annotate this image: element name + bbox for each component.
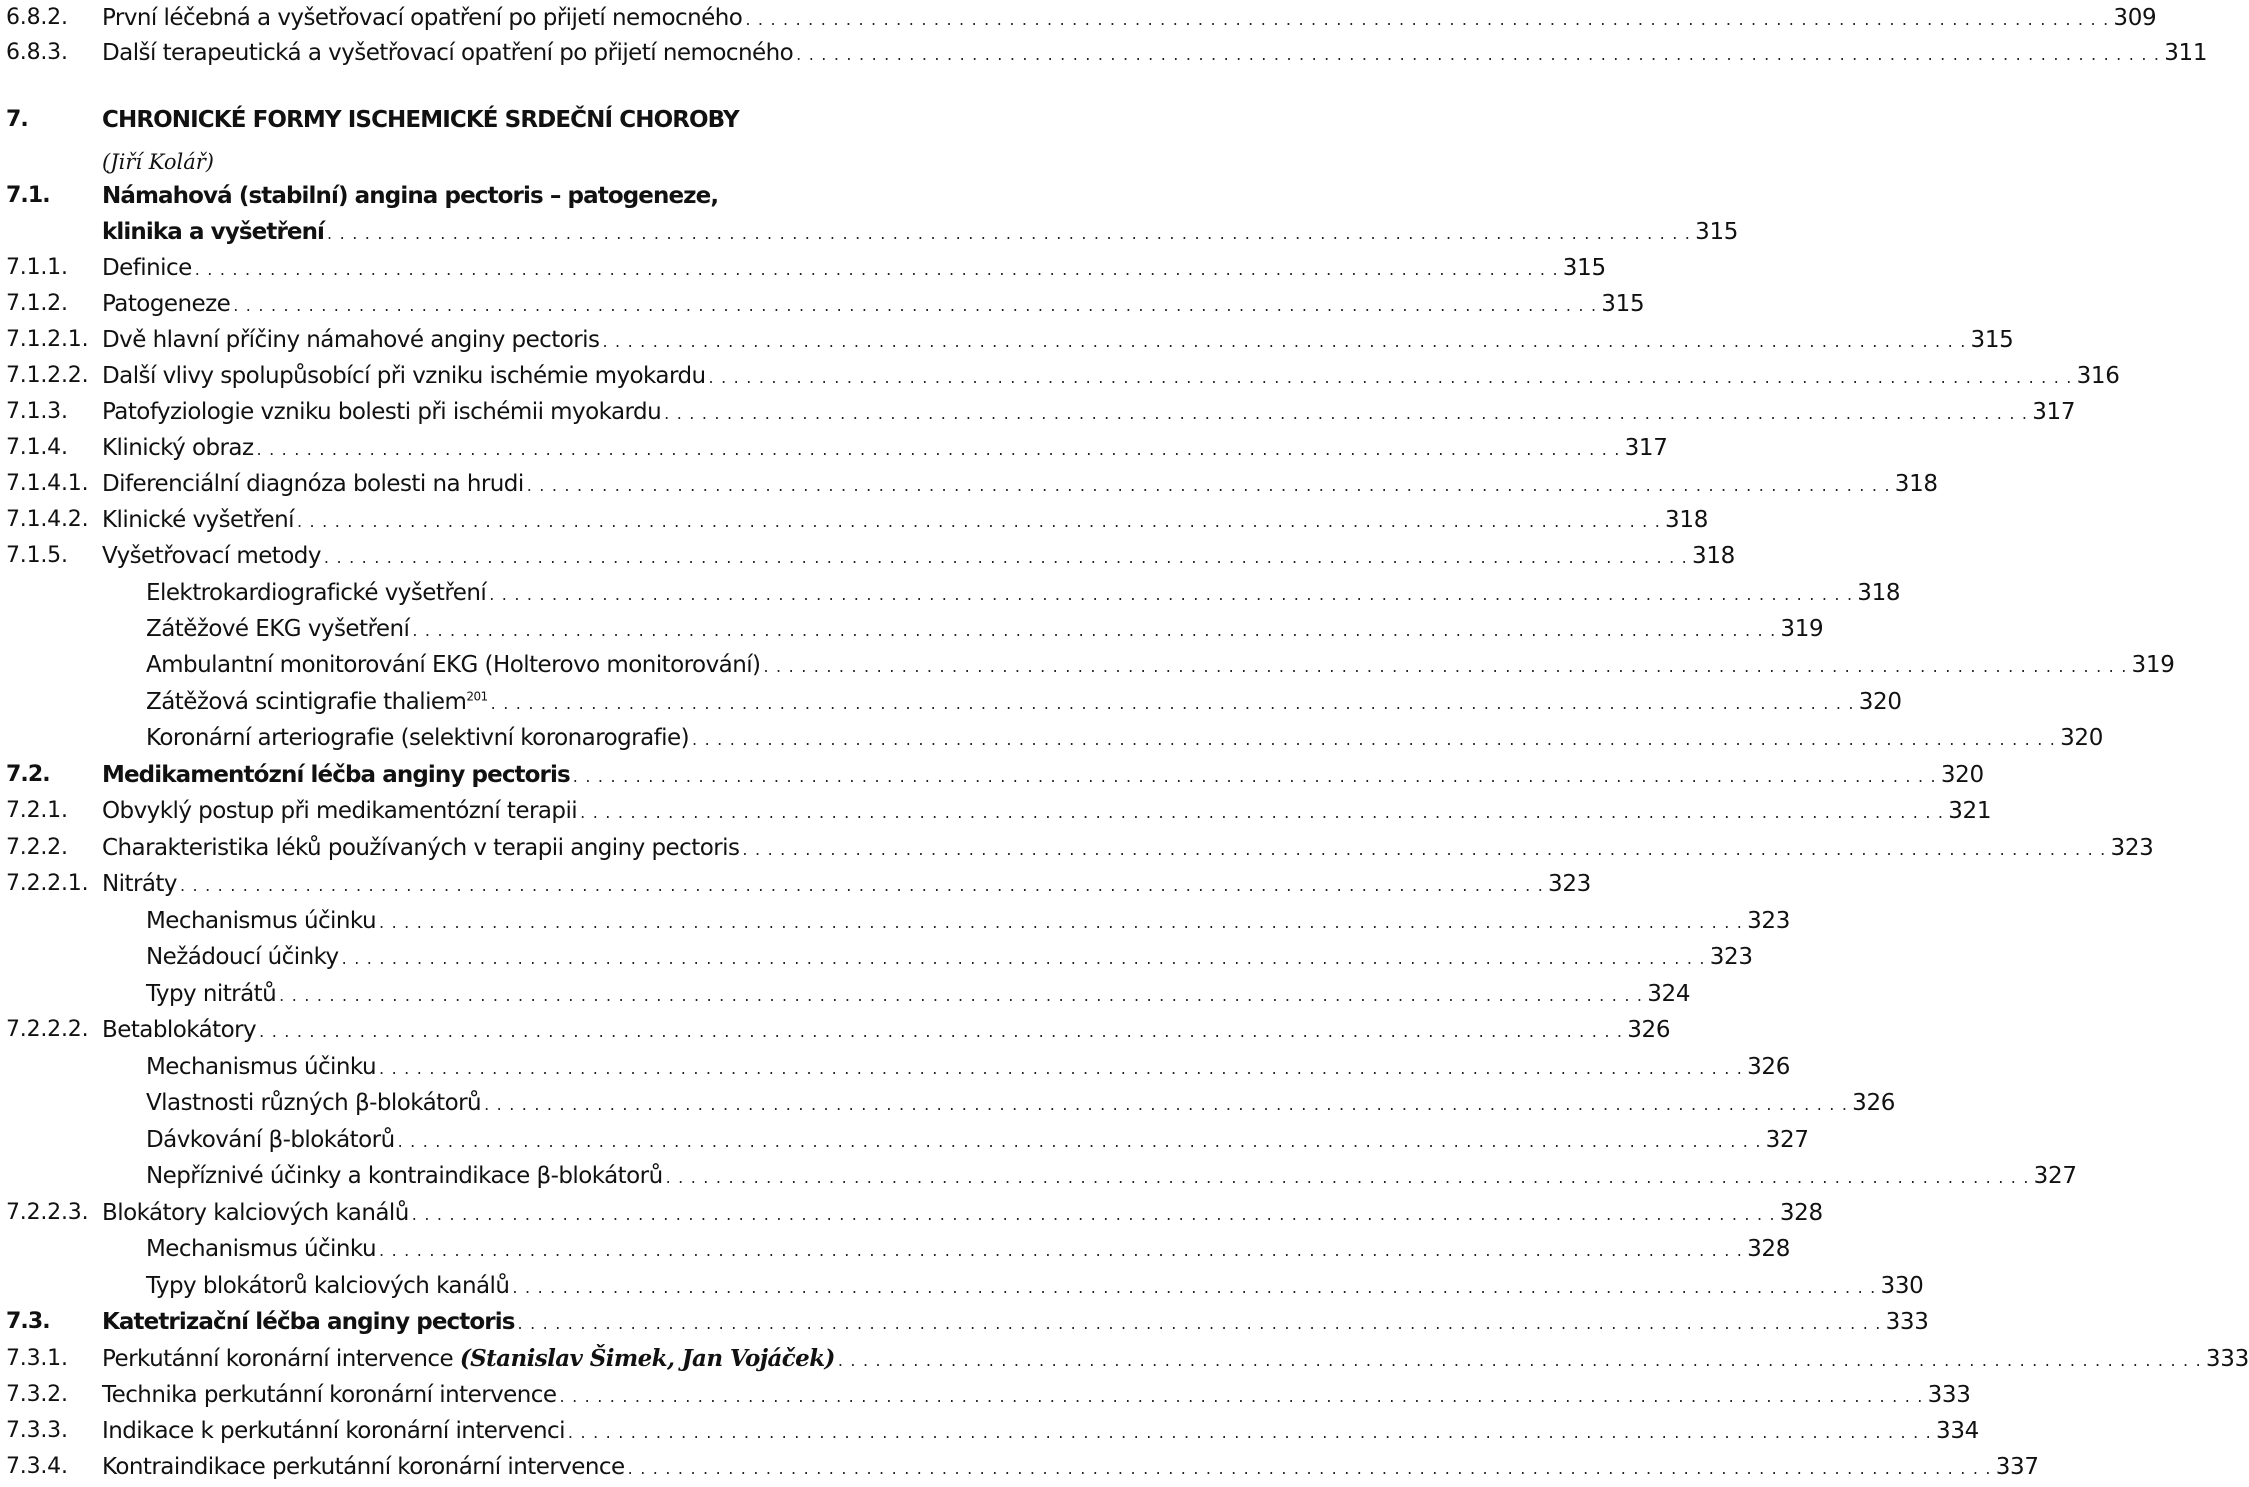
toc-entry xyxy=(146,684,1902,722)
toc-row xyxy=(0,1049,1791,1085)
toc-entry xyxy=(102,757,1984,795)
page-number: 317 xyxy=(1624,435,1668,461)
section-title: Obvyklý postup při medikamentózní terapii xyxy=(102,798,578,824)
toc-row xyxy=(0,1341,2249,1377)
page-number: 326 xyxy=(1852,1090,1896,1116)
page-number: 323 xyxy=(1709,944,1753,970)
page-number: 315 xyxy=(1695,219,1739,245)
toc-row xyxy=(0,538,1735,574)
section-number: 7.2.2.1. xyxy=(6,871,89,896)
page-number: 318 xyxy=(1894,471,1938,497)
toc-row xyxy=(0,466,1938,502)
page-number: 318 xyxy=(1857,580,1901,606)
section-number: 7.1.5. xyxy=(6,543,68,568)
toc-entry xyxy=(146,1158,2077,1196)
page-number: 328 xyxy=(1779,1200,1823,1226)
section-title: Dvě hlavní příčiny námahové anginy pectoris xyxy=(102,327,600,353)
dot-leader xyxy=(491,686,1855,722)
dot-leader xyxy=(560,1379,1924,1415)
subsection-title: Mechanismus účinku xyxy=(146,908,377,934)
toc-row xyxy=(0,575,1901,611)
section-number: 7.1.2.1. xyxy=(6,327,89,352)
toc-entry xyxy=(102,214,1739,252)
section-title: Katetrizační léčba anginy pectoris xyxy=(102,1309,515,1335)
page-number: 333 xyxy=(1885,1309,1929,1335)
subsection-title: Ambulantní monitorování EKG (Holterovo monitorování) xyxy=(146,652,761,678)
toc-row xyxy=(0,830,2154,866)
section-number: 6.8.2. xyxy=(6,5,68,30)
section-number: 7.1.1. xyxy=(6,255,68,280)
section-number: 7.2.2.3. xyxy=(6,1200,89,1225)
dot-leader xyxy=(838,1343,2202,1379)
toc-row xyxy=(0,939,1753,975)
toc-row xyxy=(0,286,1645,322)
subsection-title: Koronární arteriografie (selektivní koronarografie) xyxy=(146,725,690,751)
dot-leader xyxy=(580,795,1944,831)
dot-leader xyxy=(666,1160,2030,1196)
toc-row xyxy=(0,214,1739,250)
toc-row xyxy=(0,1304,1929,1340)
toc-entry xyxy=(102,1377,1971,1415)
subsection-title: Vlastnosti různých β-blokátorů xyxy=(146,1090,482,1116)
toc-entry xyxy=(102,1304,1929,1342)
section-authors: (Stanislav Šimek, Jan Vojáček) xyxy=(459,1345,835,1372)
dot-leader xyxy=(568,1415,1932,1451)
isotope-superscript: 201 xyxy=(466,689,488,704)
section-title xyxy=(102,1341,835,1377)
section-number: 7.3.4. xyxy=(6,1454,68,1479)
section-number: 7.2.2.2. xyxy=(6,1017,89,1042)
toc-entry xyxy=(102,866,1592,904)
toc-entry xyxy=(146,1122,1809,1160)
section-title: Blokátory kalciových kanálů xyxy=(102,1200,409,1226)
page-number: 315 xyxy=(1562,255,1606,281)
page-number: 330 xyxy=(1880,1273,1924,1299)
subsection-title: Mechanismus účinku xyxy=(146,1054,377,1080)
dot-leader xyxy=(412,613,1776,649)
section-number: 7.1.4.2. xyxy=(6,507,89,532)
subsection-title xyxy=(146,684,488,720)
section-number: 7.1.4. xyxy=(6,435,68,460)
toc-entry xyxy=(102,430,1668,468)
toc-row xyxy=(0,1085,1896,1121)
page-number: 315 xyxy=(1601,291,1645,317)
section-title: Námahová (stabilní) angina pectoris – patogeneze, xyxy=(102,183,719,209)
section-title: Charakteristika léků používaných v terapii anginy pectoris xyxy=(102,835,740,861)
toc-entry xyxy=(146,939,1753,977)
section-number: 6.8.3. xyxy=(6,40,68,65)
page-number: 320 xyxy=(1858,689,1902,715)
section-number: 7.3.3. xyxy=(6,1418,68,1443)
section-title: Definice xyxy=(102,255,192,281)
toc-entry xyxy=(102,394,2076,432)
toc-entry xyxy=(146,976,1691,1014)
page-number: 323 xyxy=(1548,871,1592,897)
section-title: Diferenciální diagnóza bolesti na hrudi xyxy=(102,471,524,497)
subsection-title: Mechanismus účinku xyxy=(146,1236,377,1262)
section-title: Nitráty xyxy=(102,871,177,897)
dot-leader xyxy=(233,288,1597,324)
section-number: 7.2.2. xyxy=(6,835,68,860)
toc-entry xyxy=(146,903,1791,941)
toc-row xyxy=(0,178,960,214)
dot-leader xyxy=(527,468,1891,504)
section-number: 7.1. xyxy=(6,183,50,208)
section-title: Medikamentózní léčba anginy pectoris xyxy=(102,762,570,788)
toc-entry xyxy=(102,0,2157,38)
page-number: 320 xyxy=(1940,762,1984,788)
section-number: 7.2.1. xyxy=(6,798,68,823)
dot-leader xyxy=(259,1014,1623,1050)
page-number: 324 xyxy=(1647,981,1691,1007)
section-title-text: Perkutánní koronární intervence xyxy=(102,1346,454,1372)
toc-row xyxy=(0,1122,1809,1158)
page-number: 315 xyxy=(1970,327,2014,353)
toc-row xyxy=(0,903,1791,939)
page-number: 321 xyxy=(1948,798,1992,824)
section-number: 7.1.3. xyxy=(6,399,68,424)
toc-row xyxy=(0,720,2104,756)
dot-leader xyxy=(324,540,1688,576)
dot-leader xyxy=(489,577,1853,613)
toc-entry xyxy=(102,502,1709,540)
section-title: Patofyziologie vzniku bolesti při ischémii myokardu xyxy=(102,399,662,425)
section-title: První léčebná a vyšetřovací opatření po přijetí nemocného xyxy=(102,5,743,31)
section-title: Kontraindikace perkutánní koronární intervence xyxy=(102,1454,625,1480)
subsection-title: Elektrokardiografické vyšetření xyxy=(146,580,487,606)
section-title: Klinický obraz xyxy=(102,435,254,461)
toc-row xyxy=(0,1195,1823,1231)
dot-leader xyxy=(257,432,1621,468)
dot-leader xyxy=(709,360,2073,396)
subsection-title: Typy nitrátů xyxy=(146,981,277,1007)
page-number: 327 xyxy=(2033,1163,2077,1189)
subsection-title: Nežádoucí účinky xyxy=(146,944,339,970)
dot-leader xyxy=(745,2,2109,38)
chapter-title: CHRONICKÉ FORMY ISCHEMICKÉ SRDEČNÍ CHOROBY xyxy=(102,107,739,133)
chapter-heading xyxy=(0,102,960,138)
subsection-title-text: Zátěžová scintigrafie thaliem xyxy=(146,689,467,715)
toc-row xyxy=(0,394,2076,430)
toc-row xyxy=(0,1231,1791,1267)
toc-entry xyxy=(102,178,718,214)
toc-row xyxy=(0,1268,1924,1304)
toc-row xyxy=(0,757,1984,793)
toc-row xyxy=(0,793,1992,829)
page-number: 323 xyxy=(1747,908,1791,934)
dot-leader xyxy=(195,252,1559,288)
dot-leader xyxy=(297,504,1661,540)
toc-row xyxy=(0,502,1709,538)
toc-row xyxy=(0,430,1668,466)
page-number: 328 xyxy=(1747,1236,1791,1262)
page-number: 326 xyxy=(1747,1054,1791,1080)
page-number: 333 xyxy=(2205,1346,2249,1372)
dot-leader xyxy=(484,1087,1848,1123)
toc-row xyxy=(0,1012,1671,1048)
dot-leader xyxy=(180,868,1544,904)
dot-leader xyxy=(342,941,1706,977)
page-number: 334 xyxy=(1935,1418,1979,1444)
section-title: Klinické vyšetření xyxy=(102,507,294,533)
dot-leader xyxy=(412,1197,1776,1233)
page-number: 320 xyxy=(2060,725,2104,751)
toc-entry xyxy=(102,1449,2039,1487)
section-title: Betablokátory xyxy=(102,1017,257,1043)
toc-entry xyxy=(102,466,1938,504)
page-number: 319 xyxy=(2131,652,2175,678)
toc-entry xyxy=(146,647,2175,685)
toc-row xyxy=(0,1158,2077,1194)
page-number: 333 xyxy=(1927,1382,1971,1408)
toc-entry xyxy=(102,1413,1979,1451)
section-title: Vyšetřovací metody xyxy=(102,543,321,569)
section-title: Další terapeutická a vyšetřovací opatření po přijetí nemocného xyxy=(102,40,794,66)
subsection-title: Nepříznivé účinky a kontraindikace β-blokátorů xyxy=(146,1163,663,1189)
dot-leader xyxy=(279,978,1643,1014)
section-number: 7.1.2. xyxy=(6,291,68,316)
dot-leader xyxy=(763,649,2127,685)
section-title: Další vlivy spolupůsobící při vzniku ischémie myokardu xyxy=(102,363,706,389)
toc-entry xyxy=(146,1231,1791,1269)
toc-entry xyxy=(146,611,1824,649)
toc-entry xyxy=(146,1268,1924,1306)
dot-leader xyxy=(327,216,1691,252)
page-number: 337 xyxy=(1995,1454,2039,1480)
toc-entry xyxy=(102,793,1992,831)
page-number: 309 xyxy=(2113,5,2157,31)
page-number: 316 xyxy=(2076,363,2120,389)
section-number: 7.3. xyxy=(6,1309,50,1334)
page-number: 323 xyxy=(2110,835,2154,861)
toc-entry xyxy=(146,720,2104,758)
page-number: 319 xyxy=(1780,616,1824,642)
section-number: 7.3.2. xyxy=(6,1382,68,1407)
toc-row xyxy=(0,647,2175,683)
subsection-title: Dávkování β-blokátorů xyxy=(146,1127,395,1153)
toc-entry xyxy=(102,538,1735,576)
toc-entry xyxy=(102,322,2014,360)
subsection-title: Typy blokátorů kalciových kanálů xyxy=(146,1273,510,1299)
section-number: 7.1.2.2. xyxy=(6,363,89,388)
toc-entry xyxy=(102,1012,1671,1050)
toc-entry xyxy=(102,830,2154,868)
page-number: 317 xyxy=(2032,399,2076,425)
toc-entry xyxy=(102,286,1645,324)
dot-leader xyxy=(664,396,2028,432)
page-number: 326 xyxy=(1627,1017,1671,1043)
toc-row xyxy=(0,250,1606,286)
section-title: Indikace k perkutánní koronární intervenci xyxy=(102,1418,565,1444)
toc-entry xyxy=(146,1049,1791,1087)
toc-row xyxy=(0,866,1592,902)
dot-leader xyxy=(518,1306,1882,1342)
toc-entry xyxy=(102,1195,1823,1233)
toc-row xyxy=(0,976,1691,1012)
section-title: Technika perkutánní koronární intervence xyxy=(102,1382,557,1408)
toc-row xyxy=(0,611,1824,647)
section-number: 7.2. xyxy=(6,762,50,787)
dot-leader xyxy=(379,1051,1743,1087)
toc-row xyxy=(0,684,1902,720)
chapter-author: (Jiří Kolář) xyxy=(102,150,214,174)
dot-leader xyxy=(628,1451,1992,1487)
dot-leader xyxy=(573,759,1937,795)
dot-leader xyxy=(512,1270,1876,1306)
toc-row xyxy=(0,0,2157,36)
section-title: Patogeneze xyxy=(102,291,231,317)
dot-leader xyxy=(796,37,2160,73)
toc-row xyxy=(0,358,2120,394)
toc-entry xyxy=(146,1085,1896,1123)
page-number: 318 xyxy=(1691,543,1735,569)
page-number: 311 xyxy=(2164,40,2208,66)
dot-leader xyxy=(379,905,1743,941)
toc-entry xyxy=(102,250,1606,288)
toc-entry xyxy=(102,35,2208,73)
section-number: 7.1.4.1. xyxy=(6,471,89,496)
toc-row xyxy=(0,1413,1979,1449)
page-number: 327 xyxy=(1765,1127,1809,1153)
toc-row xyxy=(0,1377,1971,1413)
toc-row xyxy=(0,322,2014,358)
section-number: 7.3.1. xyxy=(6,1346,68,1371)
toc-entry xyxy=(102,1341,2249,1379)
dot-leader xyxy=(379,1233,1743,1269)
toc-entry xyxy=(146,575,1901,613)
chapter-number: 7. xyxy=(6,107,28,132)
page-number: 318 xyxy=(1665,507,1709,533)
chapter-entry xyxy=(102,102,739,138)
subsection-title: Zátěžové EKG vyšetření xyxy=(146,616,410,642)
dot-leader xyxy=(692,722,2056,758)
toc-row xyxy=(0,35,2208,71)
toc-row xyxy=(0,1449,2039,1485)
toc-entry xyxy=(102,358,2120,396)
dot-leader xyxy=(742,832,2106,868)
dot-leader xyxy=(398,1124,1762,1160)
section-title-continued: klinika a vyšetření xyxy=(102,219,325,245)
dot-leader xyxy=(602,324,1966,360)
